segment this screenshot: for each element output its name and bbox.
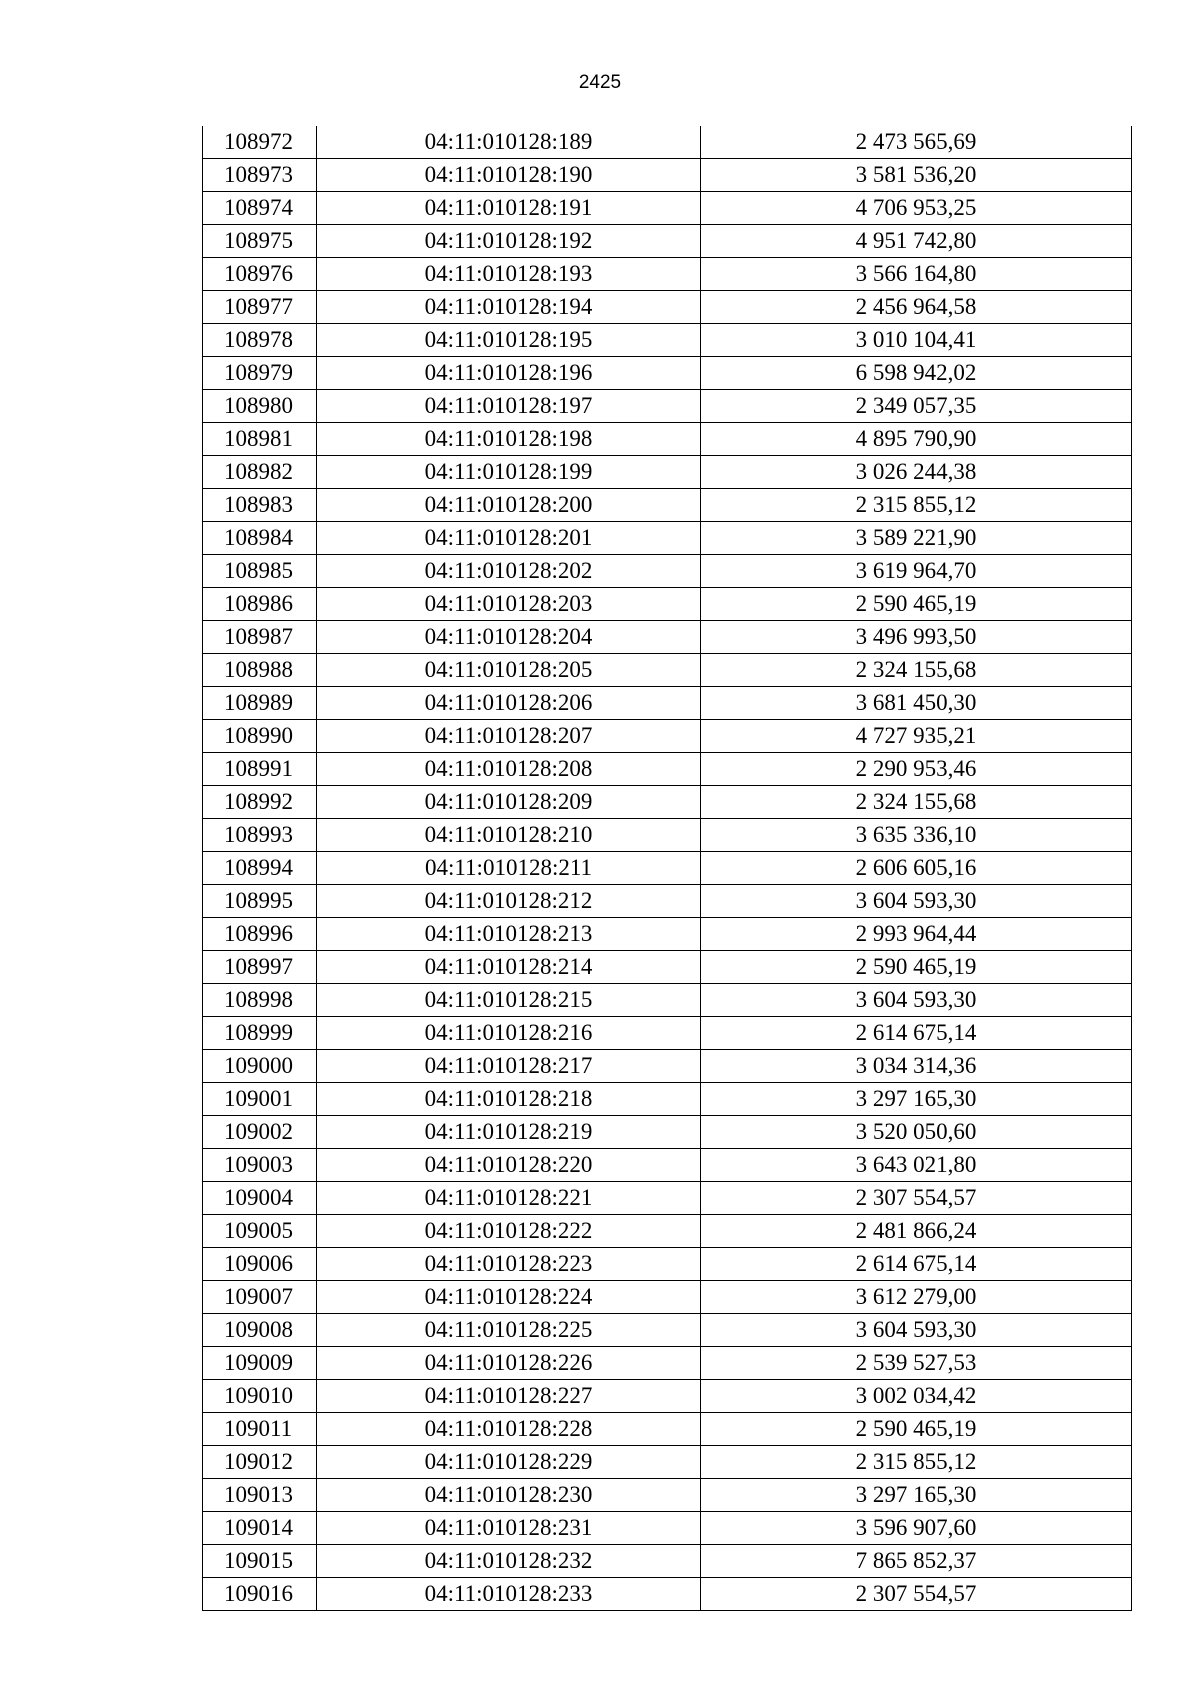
row-number-cell: 109008 [203, 1314, 317, 1347]
table-row [203, 1578, 1132, 1611]
table-row [203, 1512, 1132, 1545]
table-row [203, 852, 1132, 885]
row-number-cell: 108986 [203, 588, 317, 621]
table-row [203, 456, 1132, 489]
table-row [203, 1545, 1132, 1578]
row-number-cell: 108991 [203, 753, 317, 786]
table-row [203, 357, 1132, 390]
table-row [203, 324, 1132, 357]
cadastral-number-cell: 04:11:010128:206 [317, 687, 701, 720]
row-number-cell: 108975 [203, 225, 317, 258]
cadastral-value-cell: 2 539 527,53 [701, 1347, 1132, 1380]
cadastral-value-cell: 3 619 964,70 [701, 555, 1132, 588]
table-row [203, 291, 1132, 324]
row-number-cell: 108972 [203, 126, 317, 159]
row-number-cell: 108974 [203, 192, 317, 225]
cadastral-number-cell: 04:11:010128:198 [317, 423, 701, 456]
cadastral-number-cell: 04:11:010128:224 [317, 1281, 701, 1314]
row-number-cell: 108997 [203, 951, 317, 984]
row-number-cell: 109011 [203, 1413, 317, 1446]
cadastral-number-cell: 04:11:010128:201 [317, 522, 701, 555]
cadastral-value-table [202, 126, 1132, 1611]
cadastral-number-cell: 04:11:010128:194 [317, 291, 701, 324]
row-number-cell: 109002 [203, 1116, 317, 1149]
table-row [203, 1050, 1132, 1083]
row-number-cell: 109006 [203, 1248, 317, 1281]
row-number-cell: 108977 [203, 291, 317, 324]
cadastral-number-cell: 04:11:010128:214 [317, 951, 701, 984]
cadastral-number-cell: 04:11:010128:223 [317, 1248, 701, 1281]
table-row [203, 1281, 1132, 1314]
cadastral-number-cell: 04:11:010128:208 [317, 753, 701, 786]
table-row [203, 1479, 1132, 1512]
table-row [203, 1215, 1132, 1248]
table-row [203, 1446, 1132, 1479]
cadastral-value-cell: 4 951 742,80 [701, 225, 1132, 258]
cadastral-number-cell: 04:11:010128:205 [317, 654, 701, 687]
row-number-cell: 108985 [203, 555, 317, 588]
row-number-cell: 109016 [203, 1578, 317, 1611]
table-row [203, 819, 1132, 852]
row-number-cell: 108999 [203, 1017, 317, 1050]
table-row [203, 786, 1132, 819]
table-row [203, 390, 1132, 423]
cadastral-value-cell: 3 034 314,36 [701, 1050, 1132, 1083]
row-number-cell: 109012 [203, 1446, 317, 1479]
cadastral-value-cell: 4 706 953,25 [701, 192, 1132, 225]
cadastral-number-cell: 04:11:010128:207 [317, 720, 701, 753]
cadastral-value-cell: 3 612 279,00 [701, 1281, 1132, 1314]
row-number-cell: 108992 [203, 786, 317, 819]
cadastral-value-cell: 3 520 050,60 [701, 1116, 1132, 1149]
cadastral-value-cell: 2 590 465,19 [701, 588, 1132, 621]
cadastral-number-cell: 04:11:010128:215 [317, 984, 701, 1017]
row-number-cell: 108996 [203, 918, 317, 951]
cadastral-value-cell: 3 581 536,20 [701, 159, 1132, 192]
cadastral-number-cell: 04:11:010128:199 [317, 456, 701, 489]
cadastral-number-cell: 04:11:010128:190 [317, 159, 701, 192]
table-row [203, 885, 1132, 918]
table-row [203, 1182, 1132, 1215]
row-number-cell: 108993 [203, 819, 317, 852]
cadastral-value-cell: 3 604 593,30 [701, 1314, 1132, 1347]
page-number: 2425 [578, 72, 622, 93]
row-number-cell: 108988 [203, 654, 317, 687]
cadastral-value-cell: 2 307 554,57 [701, 1578, 1132, 1611]
cadastral-number-cell: 04:11:010128:227 [317, 1380, 701, 1413]
cadastral-value-cell: 4 895 790,90 [701, 423, 1132, 456]
row-number-cell: 109014 [203, 1512, 317, 1545]
cadastral-value-cell: 2 324 155,68 [701, 786, 1132, 819]
table-row [203, 225, 1132, 258]
row-number-cell: 108976 [203, 258, 317, 291]
row-number-cell: 109009 [203, 1347, 317, 1380]
cadastral-number-cell: 04:11:010128:189 [317, 126, 701, 159]
cadastral-number-cell: 04:11:010128:196 [317, 357, 701, 390]
cadastral-number-cell: 04:11:010128:220 [317, 1149, 701, 1182]
table-row [203, 192, 1132, 225]
row-number-cell: 109007 [203, 1281, 317, 1314]
row-number-cell: 108987 [203, 621, 317, 654]
cadastral-number-cell: 04:11:010128:222 [317, 1215, 701, 1248]
cadastral-number-cell: 04:11:010128:209 [317, 786, 701, 819]
table-row [203, 753, 1132, 786]
cadastral-value-cell: 2 590 465,19 [701, 1413, 1132, 1446]
row-number-cell: 109003 [203, 1149, 317, 1182]
cadastral-value-cell: 3 566 164,80 [701, 258, 1132, 291]
table-row [203, 1017, 1132, 1050]
row-number-cell: 109004 [203, 1182, 317, 1215]
row-number-cell: 108984 [203, 522, 317, 555]
cadastral-value-cell: 4 727 935,21 [701, 720, 1132, 753]
cadastral-value-cell: 2 456 964,58 [701, 291, 1132, 324]
row-number-cell: 108978 [203, 324, 317, 357]
row-number-cell: 108980 [203, 390, 317, 423]
cadastral-number-cell: 04:11:010128:221 [317, 1182, 701, 1215]
table-row [203, 159, 1132, 192]
row-number-cell: 109005 [203, 1215, 317, 1248]
cadastral-value-cell: 2 614 675,14 [701, 1017, 1132, 1050]
cadastral-value-cell: 6 598 942,02 [701, 357, 1132, 390]
cadastral-value-cell: 2 473 565,69 [701, 126, 1132, 159]
cadastral-number-cell: 04:11:010128:213 [317, 918, 701, 951]
table-row [203, 555, 1132, 588]
cadastral-number-cell: 04:11:010128:229 [317, 1446, 701, 1479]
table-row [203, 687, 1132, 720]
cadastral-value-cell: 3 002 034,42 [701, 1380, 1132, 1413]
table-row [203, 1149, 1132, 1182]
cadastral-number-cell: 04:11:010128:203 [317, 588, 701, 621]
table-row [203, 489, 1132, 522]
table-row [203, 1116, 1132, 1149]
cadastral-value-cell: 3 010 104,41 [701, 324, 1132, 357]
cadastral-value-cell: 3 681 450,30 [701, 687, 1132, 720]
table-row [203, 1413, 1132, 1446]
cadastral-value-cell: 3 635 336,10 [701, 819, 1132, 852]
cadastral-number-cell: 04:11:010128:226 [317, 1347, 701, 1380]
cadastral-value-cell: 2 481 866,24 [701, 1215, 1132, 1248]
row-number-cell: 108990 [203, 720, 317, 753]
cadastral-number-cell: 04:11:010128:219 [317, 1116, 701, 1149]
cadastral-value-cell: 2 349 057,35 [701, 390, 1132, 423]
cadastral-value-cell: 3 643 021,80 [701, 1149, 1132, 1182]
table-row [203, 126, 1132, 159]
row-number-cell: 108979 [203, 357, 317, 390]
cadastral-number-cell: 04:11:010128:202 [317, 555, 701, 588]
cadastral-number-cell: 04:11:010128:195 [317, 324, 701, 357]
cadastral-value-cell: 7 865 852,37 [701, 1545, 1132, 1578]
cadastral-value-cell: 3 297 165,30 [701, 1479, 1132, 1512]
cadastral-value-cell: 2 614 675,14 [701, 1248, 1132, 1281]
cadastral-number-cell: 04:11:010128:230 [317, 1479, 701, 1512]
table-row [203, 654, 1132, 687]
cadastral-number-cell: 04:11:010128:210 [317, 819, 701, 852]
row-number-cell: 108995 [203, 885, 317, 918]
cadastral-number-cell: 04:11:010128:228 [317, 1413, 701, 1446]
row-number-cell: 108982 [203, 456, 317, 489]
cadastral-value-cell: 3 496 993,50 [701, 621, 1132, 654]
row-number-cell: 108994 [203, 852, 317, 885]
row-number-cell: 109015 [203, 1545, 317, 1578]
cadastral-value-cell: 3 604 593,30 [701, 885, 1132, 918]
table-row [203, 1083, 1132, 1116]
cadastral-number-cell: 04:11:010128:200 [317, 489, 701, 522]
row-number-cell: 109001 [203, 1083, 317, 1116]
table-row [203, 1380, 1132, 1413]
cadastral-number-cell: 04:11:010128:191 [317, 192, 701, 225]
cadastral-number-cell: 04:11:010128:211 [317, 852, 701, 885]
row-number-cell: 108989 [203, 687, 317, 720]
table-row [203, 984, 1132, 1017]
table-row [203, 588, 1132, 621]
cadastral-value-cell: 2 315 855,12 [701, 489, 1132, 522]
table-row [203, 720, 1132, 753]
row-number-cell: 108998 [203, 984, 317, 1017]
cadastral-value-cell: 2 307 554,57 [701, 1182, 1132, 1215]
table-row [203, 951, 1132, 984]
table-row [203, 918, 1132, 951]
cadastral-value-cell: 3 604 593,30 [701, 984, 1132, 1017]
cadastral-value-cell: 3 589 221,90 [701, 522, 1132, 555]
cadastral-number-cell: 04:11:010128:212 [317, 885, 701, 918]
row-number-cell: 109013 [203, 1479, 317, 1512]
table-row [203, 258, 1132, 291]
cadastral-value-cell: 2 290 953,46 [701, 753, 1132, 786]
cadastral-value-cell: 3 026 244,38 [701, 456, 1132, 489]
table-body [203, 126, 1132, 1611]
cadastral-value-cell: 2 590 465,19 [701, 951, 1132, 984]
table-row [203, 522, 1132, 555]
cadastral-number-cell: 04:11:010128:216 [317, 1017, 701, 1050]
cadastral-number-cell: 04:11:010128:204 [317, 621, 701, 654]
cadastral-number-cell: 04:11:010128:232 [317, 1545, 701, 1578]
table-row [203, 1314, 1132, 1347]
row-number-cell: 108981 [203, 423, 317, 456]
table-row [203, 1248, 1132, 1281]
cadastral-value-cell: 3 297 165,30 [701, 1083, 1132, 1116]
cadastral-number-cell: 04:11:010128:218 [317, 1083, 701, 1116]
cadastral-value-cell: 2 993 964,44 [701, 918, 1132, 951]
cadastral-number-cell: 04:11:010128:231 [317, 1512, 701, 1545]
cadastral-number-cell: 04:11:010128:217 [317, 1050, 701, 1083]
table-row [203, 1347, 1132, 1380]
row-number-cell: 109000 [203, 1050, 317, 1083]
cadastral-value-cell: 3 596 907,60 [701, 1512, 1132, 1545]
row-number-cell: 109010 [203, 1380, 317, 1413]
row-number-cell: 108983 [203, 489, 317, 522]
cadastral-number-cell: 04:11:010128:225 [317, 1314, 701, 1347]
cadastral-number-cell: 04:11:010128:193 [317, 258, 701, 291]
cadastral-number-cell: 04:11:010128:233 [317, 1578, 701, 1611]
table-row [203, 621, 1132, 654]
cadastral-number-cell: 04:11:010128:192 [317, 225, 701, 258]
cadastral-number-cell: 04:11:010128:197 [317, 390, 701, 423]
table-row [203, 423, 1132, 456]
cadastral-value-cell: 2 315 855,12 [701, 1446, 1132, 1479]
cadastral-value-cell: 2 606 605,16 [701, 852, 1132, 885]
cadastral-value-cell: 2 324 155,68 [701, 654, 1132, 687]
row-number-cell: 108973 [203, 159, 317, 192]
